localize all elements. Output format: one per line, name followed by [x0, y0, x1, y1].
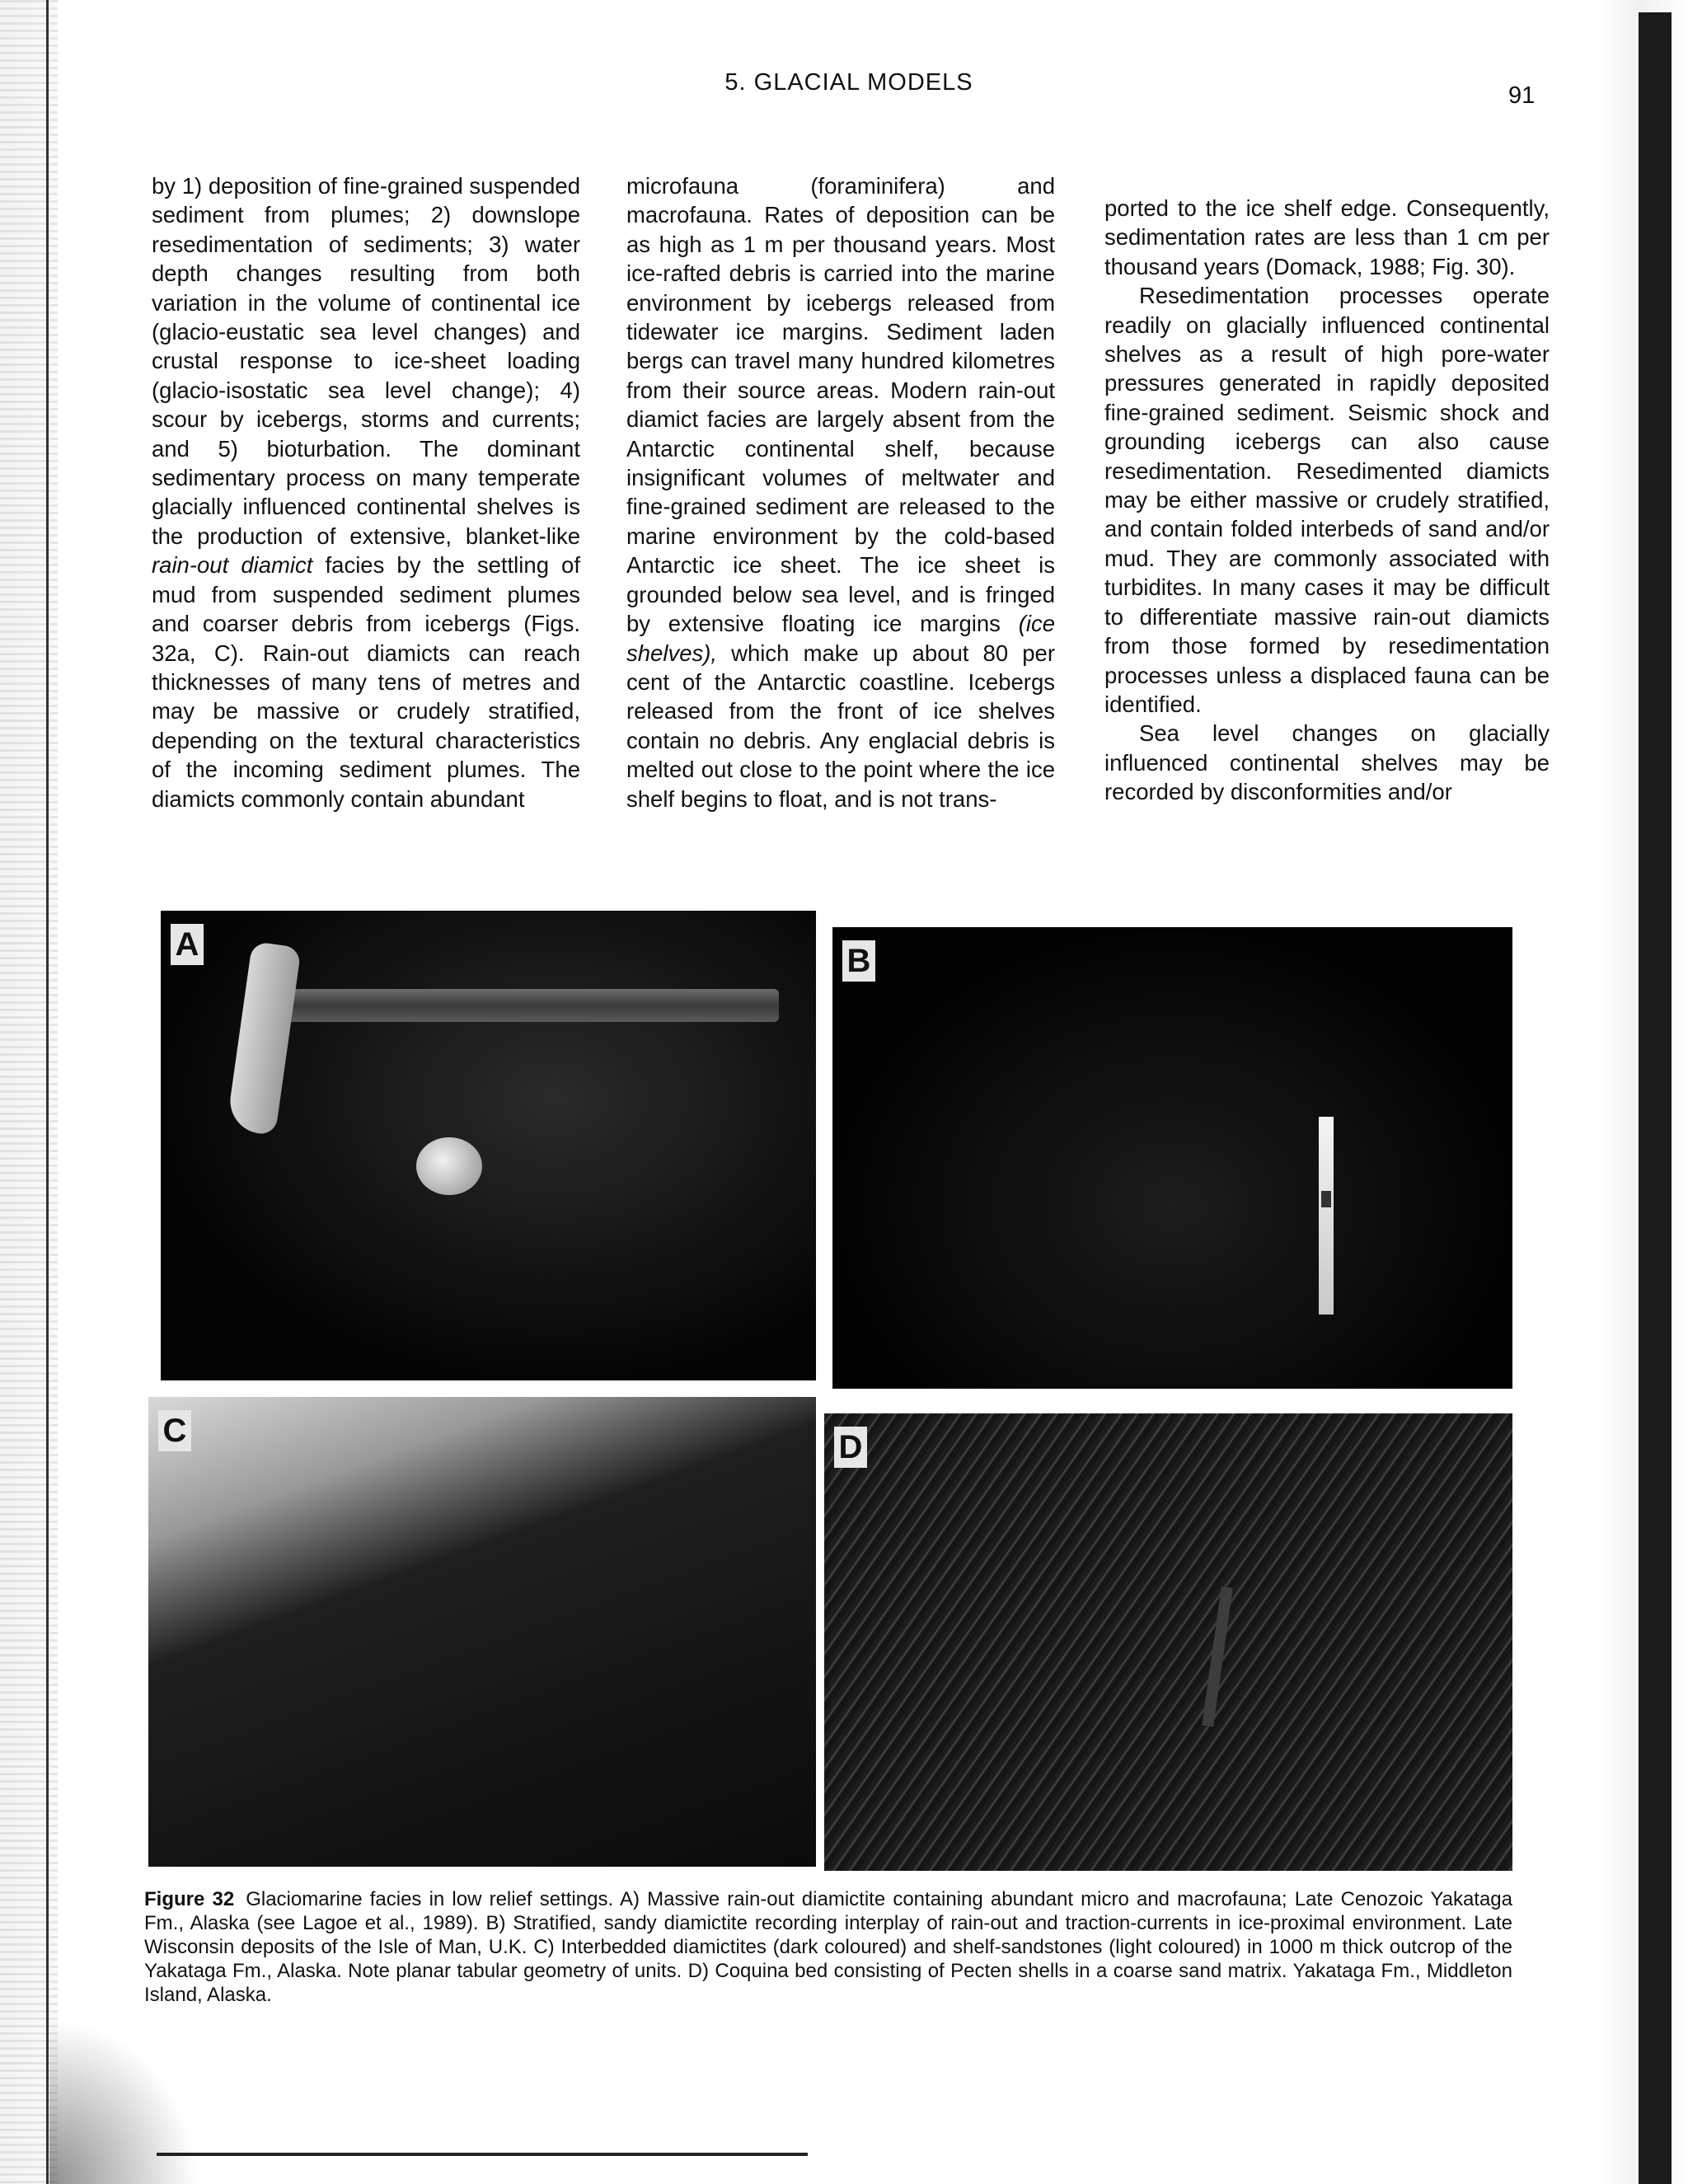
page-number: 91: [1508, 82, 1536, 109]
shell-clast-shape: [416, 1137, 482, 1195]
hammer-head-shape: [226, 941, 301, 1136]
panel-label-a: A: [171, 924, 204, 965]
figure-label: Figure 32: [144, 1888, 235, 1910]
scan-right-shadow: [1639, 12, 1672, 2184]
paragraph: Sea level changes on glacially influenced continental shelves may be recorded by disconformities and/or: [1104, 720, 1550, 805]
hammer-handle-shape: [251, 989, 779, 1022]
paragraph: [152, 171, 580, 813]
paragraph: [626, 171, 1055, 813]
scan-bottom-rule: [157, 2153, 808, 2156]
caption-text: Glaciomarine facies in low relief settings. A) Massive rain-out diamictite containing abundant micro and macrofauna; Late Cenozoic Yakataga Fm., Alaska (see Lagoe et al., 1989). B) Stratified, sandy diamictite recording interplay of rain-out and traction-currents in ice-proximal environment. Late Wisconsin deposits of the Isle of Man, U.K. C) Interbedded diamictites (dark coloured) and shelf-sandstones (light coloured) in 1000 m thick outcrop of the Yakataga Fm., Alaska. Note planar tabular geometry of units. D) Coquina bed consisting of Pecten shells in a coarse sand matrix. Yakataga Fm., Middleton Island, Alaska.: [144, 1888, 1512, 2006]
pick-shaft-shape: [1202, 1586, 1233, 1727]
italic-term: (ice shelves),: [626, 611, 1055, 666]
text-column-2: [626, 171, 1055, 813]
panel-label-b: B: [842, 940, 875, 982]
text-run: facies by the settling of mud from suspended sediment plumes and coarser debris from icebergs (Figs. 32a, C). Rain-out diamicts can reach thicknesses of many tens of metres and may be massive or crudely stratified, depending on the textural characteristics of the incoming sediment plumes. The diamicts commonly contain abundant: [152, 552, 580, 812]
panel-label-c: C: [158, 1410, 191, 1451]
figure-photo-d: [824, 1413, 1512, 1871]
running-head: 5. GLACIAL MODELS: [724, 69, 973, 96]
text-column-1: [152, 171, 580, 813]
figure-photo-b: [832, 927, 1512, 1389]
scan-bottom-shadow: [49, 2019, 198, 2184]
scan-left-rule: [46, 0, 49, 2184]
panel-label-d: D: [834, 1427, 867, 1468]
italic-term: rain-out diamict: [152, 552, 313, 579]
figure-photo-c: [148, 1397, 816, 1867]
scale-bar-shape: [1319, 1117, 1334, 1315]
text-run: microfauna (foraminifera) and macrofauna. Rates of deposition can be as high as 1 m per thousand years. Most ice-rafted debris is carried into the marine environment by icebergs released from tidewater ice margins. Sediment laden bergs can travel many hundred kilometres from their source areas. Modern rain-out diamict facies are largely absent from the Antarctic continental shelf, because insignificant volumes of meltwater and fine-grained sediment are released to the marine environment by the cold-based Antarctic ice sheet. The ice sheet is grounded below sea level, and is fringed by extensive floating ice margins: [626, 173, 1055, 637]
text-run: by 1) deposition of fine-grained suspended sediment from plumes; 2) downslope resedimentation of sediments; 3) water depth changes resulting from both variation in the volume of continental ice (glacio-eustatic sea level changes) and crustal response to ice-sheet loading (glacio-isostatic sea level change); 4) scour by icebergs, storms and currents; and 5) bioturbation. The dominant sedimentary process on many temperate glacially influenced continental shelves is the production of extensive, blanket-like: [152, 173, 580, 549]
text-column-3: [1104, 194, 1550, 807]
paragraph: ported to the ice shelf edge. Consequently, sedimentation rates are less than 1 cm per thousand years (Domack, 1988; Fig. 30).: [1104, 195, 1550, 279]
figure-caption: [144, 1887, 1512, 2007]
figure-photo-a: [161, 911, 816, 1380]
scan-left-edge: [0, 0, 58, 2184]
paragraph: Resedimentation processes operate readily on glacially influenced continental shelves as a result of high pore-water pressures generated in rapidly deposited fine-grained sediment. Seismic shock and grounding icebergs can also cause resedimentation. Resedimented diamicts may be either massive or crudely stratified, and contain folded interbeds of sand and/or mud. They are commonly associated with turbidites. In many cases it may be difficult to differentiate massive rain-out diamicts from those formed by resedimentation processes unless a displaced fauna can be identified.: [1104, 283, 1550, 717]
text-run: which make up about 80 per cent of the Antarctic coastline. Icebergs released from the front of ice shelves contain no debris. Any englacial debris is melted out close to the point where the ice shelf begins to float, and is not trans-: [626, 640, 1055, 812]
